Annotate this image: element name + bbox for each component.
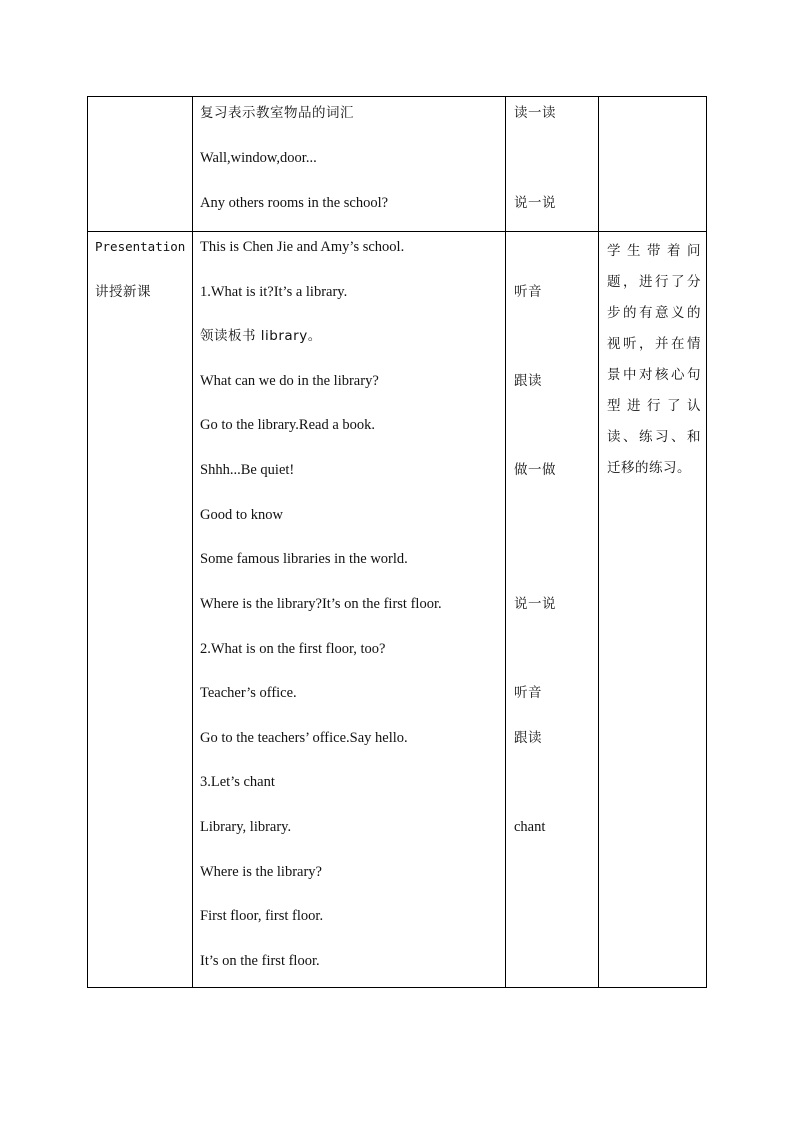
review-content-line: Any others rooms in the school? [200,195,389,211]
presentation-activity: chant [514,819,546,835]
lesson-plan-table [87,96,707,988]
presentation-content-line: Go to the library.Read a book. [200,417,376,433]
presentation-content-line: 3.Let’s chant [200,774,275,790]
stage-label-cn: 讲授新课 [95,284,151,300]
presentation-content-line: 领读板书 library。 [200,328,322,344]
presentation-content-line: It’s on the first floor. [200,953,320,969]
teaching-note: 学生带着问题，进行了分步的有意义的视听，并在情景中对核心句型进行了认读、练习、和迁移的练习。 [607,243,701,476]
review-content-line: 复习表示教室物品的词汇 [200,105,354,121]
presentation-content-line: Teacher’s office. [200,685,297,701]
presentation-content-line: Library, library. [200,819,292,835]
presentation-content-line: What can we do in the library? [200,373,379,389]
row-divider [88,231,706,232]
review-content-line: Wall,window,door... [200,150,317,166]
presentation-content-line: Shhh...Be quiet! [200,462,295,478]
review-activity: 读一读 [514,105,556,121]
presentation-activity: 做一做 [514,462,556,478]
stage-label-en: Presentation [95,239,186,254]
presentation-content-line: Good to know [200,507,283,523]
presentation-content-line: First floor, first floor. [200,908,324,924]
review-activity: 说一说 [514,195,556,211]
presentation-activity: 听音 [514,284,542,300]
presentation-content-line: Where is the library? [200,864,322,880]
presentation-content-line: 2.What is on the first floor, too? [200,641,386,657]
presentation-activity: 说一说 [514,596,556,612]
presentation-activity: 跟读 [514,373,542,389]
presentation-content-line: Some famous libraries in the world. [200,551,408,567]
presentation-activity: 听音 [514,685,542,701]
presentation-activity: 跟读 [514,730,542,746]
presentation-content-line: 1.What is it?It’s a library. [200,284,348,300]
presentation-content-line: This is Chen Jie and Amy’s school. [200,239,405,255]
presentation-content-line: Where is the library?It’s on the first floor. [200,596,442,612]
presentation-content-line: Go to the teachers’ office.Say hello. [200,730,408,746]
